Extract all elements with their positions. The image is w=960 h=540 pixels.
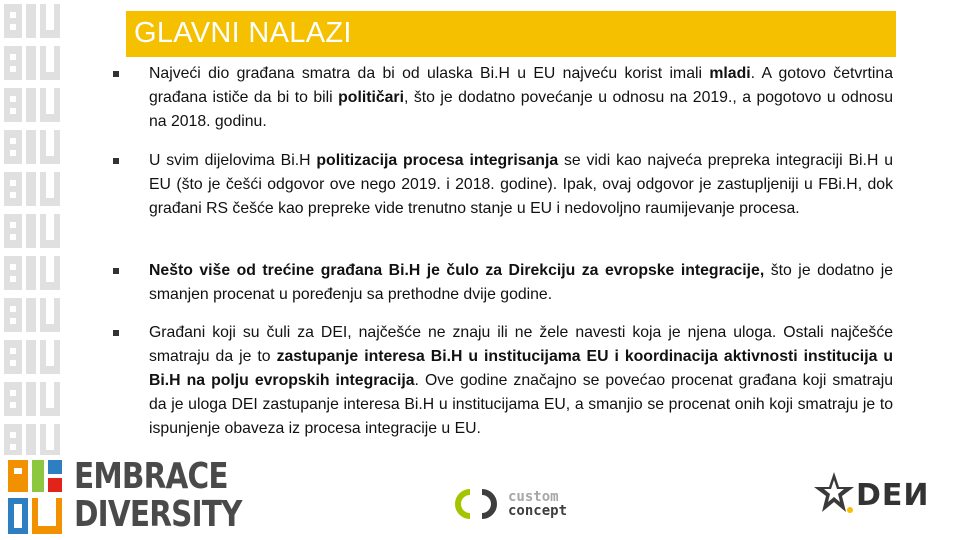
- logo-line-2: DIVERSITY: [74, 494, 242, 535]
- slide-title: GLAVNI NALAZI: [134, 17, 352, 49]
- text-segment: . Ove godine značajno se povećao procenat građana koji smatraju da je uloga DEI zastupanje interesa Bi.H u institucijama EU, a smanjio se procenat onih koji smatraju je to ispunjenje obaveza iz procesa integracije u EU.: [149, 372, 893, 437]
- bullet-item: [113, 321, 893, 441]
- bold-text-segment: političari: [338, 89, 404, 106]
- bold-text-segment: mladi: [709, 65, 751, 82]
- text-segment: U svim dijelovima Bi.H: [149, 152, 317, 169]
- star-icon: [812, 470, 856, 516]
- bold-text-segment: Nešto više od trećine građana Bi.H je čulo za Direkciju za evropske integracije,: [149, 262, 765, 279]
- text-segment: . A gotovo četvrtina građana ističe da bi to bili: [149, 65, 894, 106]
- cc-swirl-icon: [452, 486, 502, 522]
- bullet-text: [149, 149, 893, 221]
- decorative-stripe: [0, 0, 70, 455]
- text-segment: Građani koji su čuli za DEI, najčešće ne znaju ili ne žele navesti koja je njena uloga. Ostali najčešće smatraju da je to: [149, 324, 893, 365]
- bullet-text: [149, 62, 893, 134]
- title-bar: [126, 11, 896, 57]
- text-segment: Najveći dio građana smatra da bi od ulaska Bi.H u EU najveću korist imali: [149, 65, 710, 82]
- bullet-square-icon: [113, 71, 119, 77]
- bullet-item: [113, 149, 893, 221]
- cc-line-1: custom: [508, 489, 559, 505]
- bullet-text: [149, 321, 893, 441]
- bullet-square-icon: [113, 268, 119, 274]
- bullet-item: [113, 62, 893, 134]
- cc-line-2: concept: [508, 503, 568, 519]
- dei-wordmark: DEИ: [856, 478, 930, 513]
- text-segment: , što je dodatno povećanje u odnosu na 2019., a pogotovo u odnosu na 2018. godinu.: [149, 89, 893, 130]
- bold-text-segment: politizacija procesa integrisanja: [316, 152, 559, 169]
- text-segment: što je dodatno je smanjen procenat u poređenju sa prethodne dvije godine.: [149, 262, 893, 303]
- bullet-square-icon: [113, 330, 119, 336]
- dei-logo: [812, 470, 932, 516]
- logo-line-1: EMBRACE: [74, 456, 228, 497]
- bi-eu-mark-icon: [6, 458, 66, 538]
- text-segment: se vidi kao najveća prepreka integraciji Bi.H u EU (što je češći odgovor ove nego 2019. i 2018. godine). Ipak, ovaj odgovor je zastupljeniji u FBi.H, dok građani RS češće kao prepreke vide trenutno stanje u EU i nedovoljno raumijevanje procesa.: [149, 152, 893, 217]
- embrace-diversity-logo: [6, 456, 242, 538]
- custom-concept-logo: [452, 486, 572, 522]
- bullet-item: [113, 259, 893, 307]
- bullet-text: [149, 259, 893, 307]
- bullet-square-icon: [113, 158, 119, 164]
- bold-text-segment: zastupanje interesa Bi.H u institucijama EU i koordinacija aktivnosti institucija u Bi.H na polju evropskih integracija: [149, 348, 893, 389]
